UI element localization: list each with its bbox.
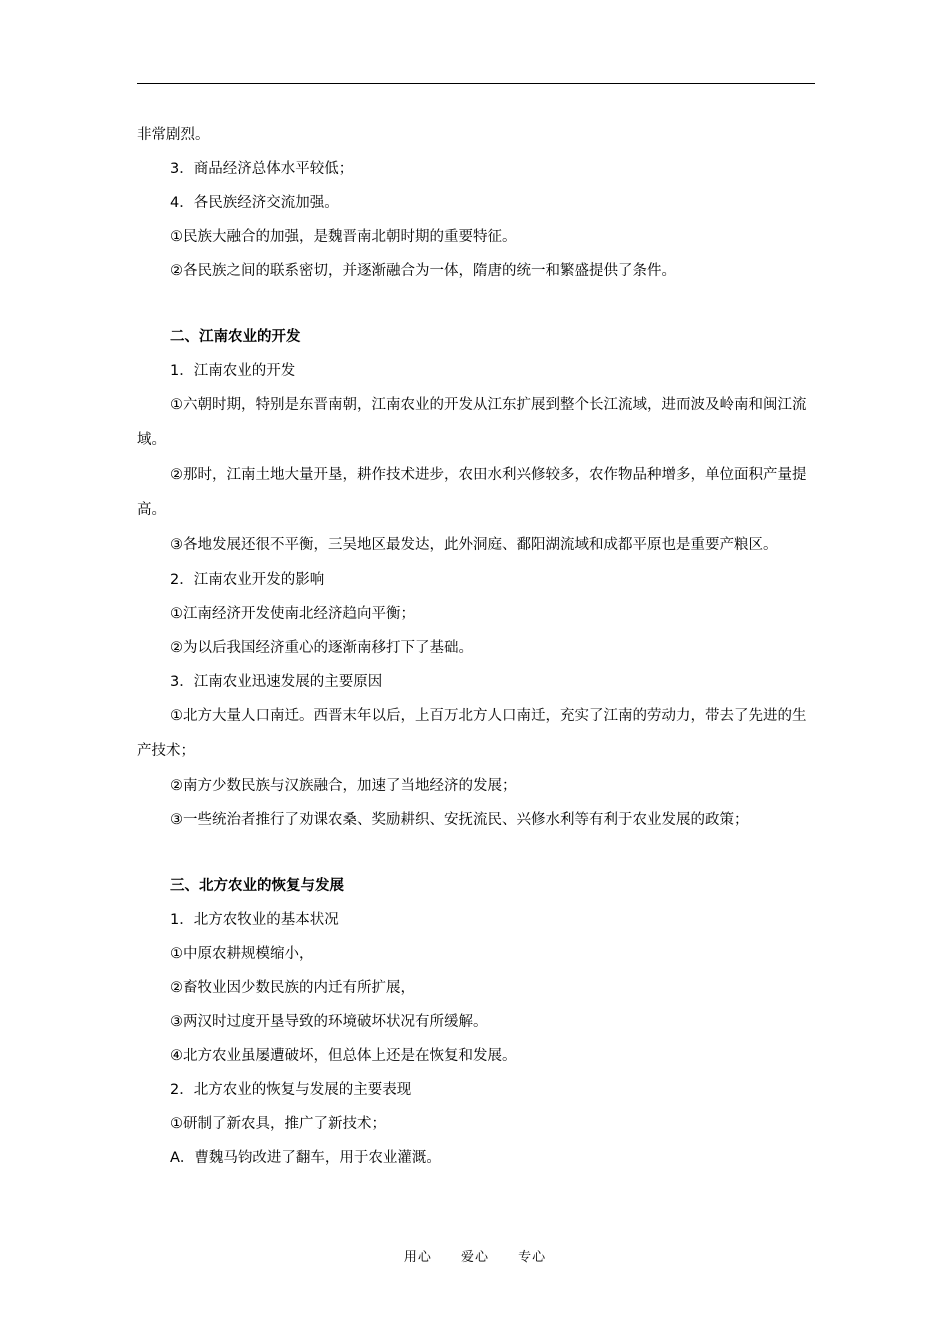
list-item: ②畜牧业因少数民族的内迁有所扩展，: [170, 980, 415, 996]
page-footer: [0, 1246, 950, 1265]
footer-text: 专心: [518, 1250, 547, 1265]
list-item: ②南方少数民族与汉族融合，加速了当地经济的发展；: [170, 778, 517, 794]
list-item: ②为以后我国经济重心的逐渐南移打下了基础。: [170, 640, 473, 656]
list-item: ④北方农业虽屡遭破坏，但总体上还是在恢复和发展。: [170, 1048, 517, 1064]
subheading: 1．江南农业的开发: [170, 363, 296, 379]
footer-text: 爱心: [460, 1250, 489, 1265]
section-heading: 三、北方农业的恢复与发展: [170, 878, 344, 894]
header-rule: [137, 83, 815, 84]
list-item: ①中原农耕规模缩小，: [170, 946, 314, 962]
subheading: 1．北方农牧业的基本状况: [170, 912, 339, 928]
section-heading: 二、江南农业的开发: [170, 329, 301, 345]
paragraph: ③各地发展还很不平衡，三吴地区最发达，此外洞庭、鄱阳湖流域和成都平原也是重要产粮区。: [170, 537, 778, 553]
subheading: 2．北方农业的恢复与发展的主要表现: [170, 1082, 412, 1098]
paragraph: ①北方大量人口南迁。西晋末年以后，上百万北方人口南迁，充实了江南的劳动力，带去了先进的生产技术；: [137, 708, 807, 759]
list-item: ①江南经济开发使南北经济趋向平衡；: [170, 606, 415, 622]
paragraph: ②那时，江南土地大量开垦，耕作技术进步，农田水利兴修较多，农作物品种增多，单位面积产量提高。: [137, 467, 807, 518]
paragraph: ①六朝时期，特别是东晋南朝，江南农业的开发从江东扩展到整个长江流域，进而波及岭南和闽江流域。: [137, 397, 807, 448]
subheading: 3．江南农业迅速发展的主要原因: [170, 674, 383, 690]
subheading: 2．江南农业开发的影响: [170, 572, 325, 588]
list-item: ①民族大融合的加强，是魏晋南北朝时期的重要特征。: [170, 229, 517, 245]
list-item: A．曹魏马钧改进了翻车，用于农业灌溉。: [170, 1150, 441, 1166]
paragraph: 非常剧烈。: [137, 127, 210, 143]
list-item: ③一些统治者推行了劝课农桑、奖励耕织、安抚流民、兴修水利等有利于农业发展的政策；: [170, 812, 749, 828]
list-item: ③两汉时过度开垦导致的环境破坏状况有所缓解。: [170, 1014, 488, 1030]
list-item: 3．商品经济总体水平较低；: [170, 161, 354, 177]
document-body: [137, 118, 817, 1175]
list-item: ①研制了新农具，推广了新技术；: [170, 1116, 386, 1132]
footer-text: 用心: [403, 1250, 432, 1265]
list-item: ②各民族之间的联系密切，并逐渐融合为一体，隋唐的统一和繁盛提供了条件。: [170, 263, 676, 279]
list-item: 4．各民族经济交流加强。: [170, 195, 339, 211]
